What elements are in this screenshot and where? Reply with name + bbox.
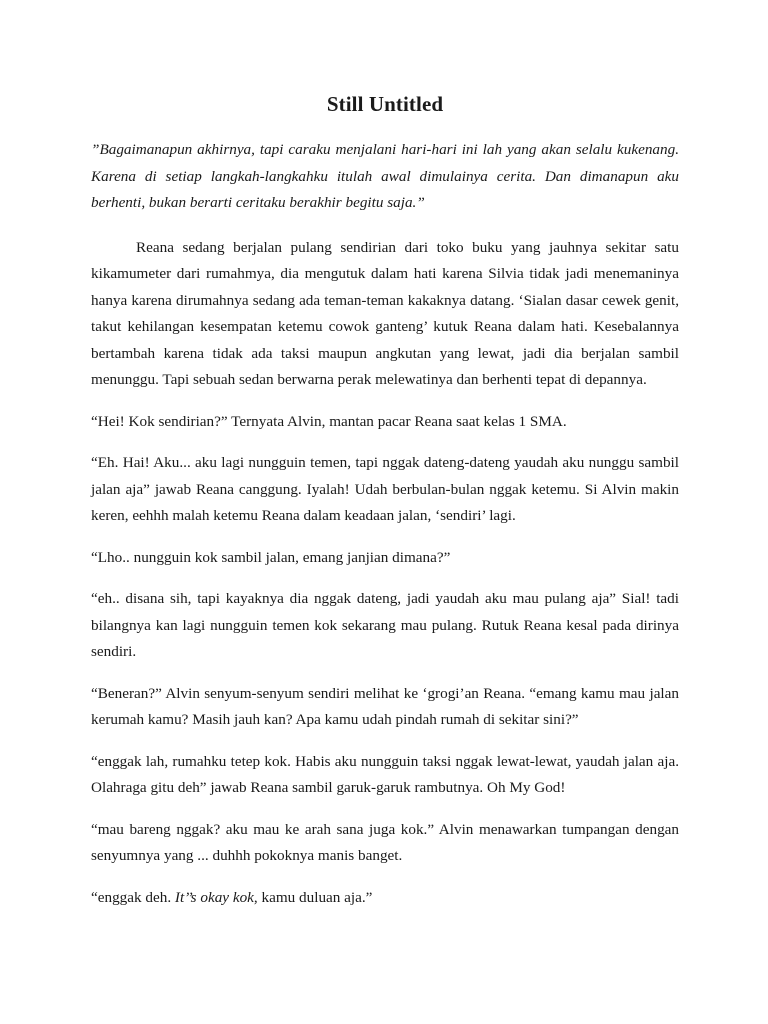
document-page xyxy=(91,92,679,926)
paragraph: “Lho.. nungguin kok sambil jalan, emang janjian dimana?” xyxy=(91,548,451,566)
epigraph xyxy=(91,137,679,217)
paragraph: “mau bareng nggak? aku mau ke arah sana juga kok.” Alvin menawarkan tumpangan dengan senyumnya yang ... duhhh pokoknya manis banget. xyxy=(91,820,679,864)
paragraph: “Beneran?” Alvin senyum-senyum sendiri melihat ke ‘grogi’an Reana. “emang kamu mau jalan kerumah kamu? Masih jauh kan? Apa kamu udah pindah rumah di sekitar sini?” xyxy=(91,684,679,728)
paragraph: “enggak lah, rumahku tetep kok. Habis aku nungguin taksi nggak lewat-lewat, yaudah jalan aja. Olahraga gitu deh” jawab Reana sambil garuk-garuk rambutnya. Oh My God! xyxy=(91,752,679,796)
final-text-before: “enggak deh. xyxy=(91,888,175,906)
paragraph: “Eh. Hai! Aku... aku lagi nungguin temen, tapi nggak dateng-dateng yaudah aku nunggu sambil jalan aja” jawab Reana canggung. Iyalah! Udah berbulan-bulan nggak ketemu. Si Alvin makin keren, eehhh malah ketemu Reana dalam keadaan jalan, ‘sendiri’ lagi. xyxy=(91,454,679,524)
paragraph: “eh.. disana sih, tapi kayaknya dia nggak dateng, jadi yaudah aku mau pulang aja” Sial! tadi bilangnya kan lagi nungguin temen kok sekarang mau pulang. Rutuk Reana kesal pada dirinya sendiri. xyxy=(91,590,679,660)
document-title: Still Untitled xyxy=(326,92,444,116)
final-text-after: , kamu duluan aja.” xyxy=(253,888,373,906)
paragraph: Reana sedang berjalan pulang sendirian dari toko buku yang jauhnya sekitar satu kikamumeter dari rumahmya, dia mengutuk dalam hati karena Silvia tidak jadi menemaninya hanya karena dirumahnya sedang ada teman-teman kakaknya datang. ‘Sialan dasar cewek genit, takut kehilangan kesempatan ketemu cowok ganteng’ kutuk Reana dalam hati. Kesebalannya bertambah karena tidak ada taksi maupun angkutan yang lewat, jadi dia berjalan sambil menunggu. Tapi sebuah sedan berwarna perak melewatinya dan berhenti tepat di depannya. xyxy=(91,238,679,388)
paragraph: “Hei! Kok sendirian?” Ternyata Alvin, mantan pacar Reana saat kelas 1 SMA. xyxy=(91,412,567,430)
final-text-italic: It’’s okay kok xyxy=(174,888,254,906)
epigraph-text: Bagaimanapun akhirnya, tapi caraku menjalani hari-hari ini lah yang akan selalu kukenang. Karena di setiap langkah-langkahku itulah awal dimulainya cerita. Dan dimanapun aku berhenti, bukan berarti ceritaku berakhir begitu saja.” xyxy=(91,141,679,211)
paragraph-final xyxy=(91,885,679,912)
epigraph-open-quote: ” xyxy=(91,141,100,158)
